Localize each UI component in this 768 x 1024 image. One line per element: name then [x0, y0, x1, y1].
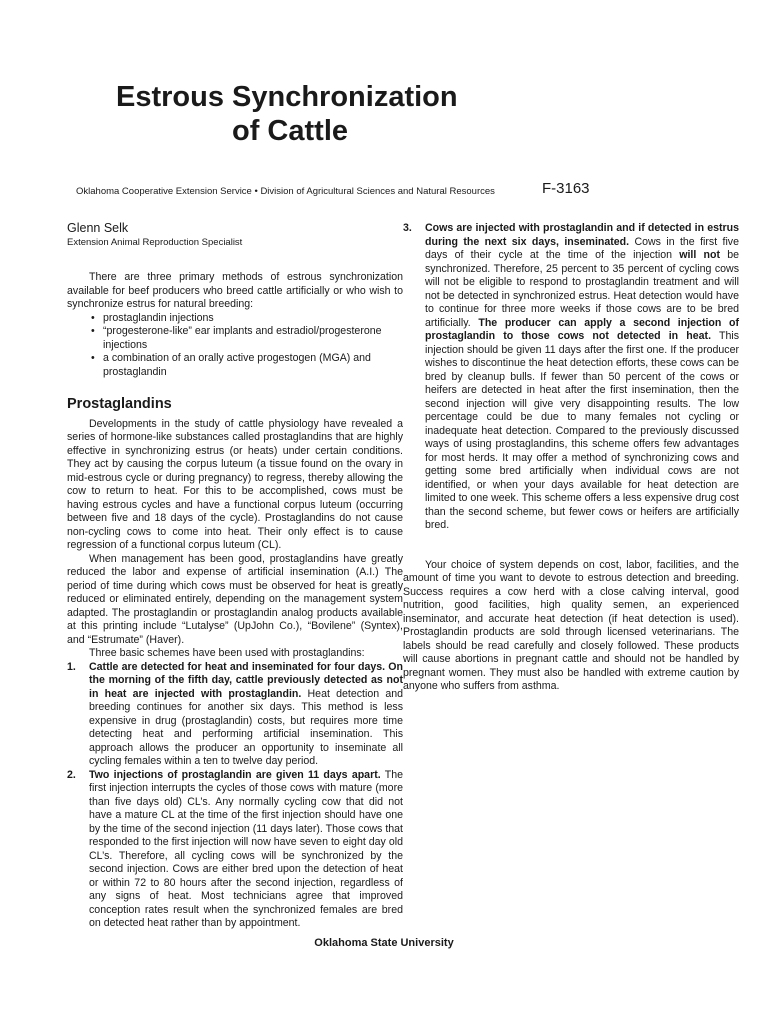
author-role: Extension Animal Reproduction Specialist — [67, 237, 243, 248]
closing-paragraph: Your choice of system depends on cost, labor, facilities, and the amount of time you want to devote to estrous detection and breeding. Success requires a cow herd with a close calving interval, good nutrition, good facilities, high quality semen, an experienced inseminator, and accurate heat detection (if heat detection is used). Prostaglandin products are sold through licensed veterinarians. The labels should be read carefully and closely followed. These products will cause abortions in pregnant cattle and should not be handled by pregnant women. They must also be handled with extreme caution by anyone who suffers from asthma. — [403, 558, 739, 692]
item-number: 3. — [403, 222, 412, 234]
title-line-2: of Cattle — [232, 115, 348, 147]
list-item: • a combination of an orally active progestogen (MGA) and prostaglandin — [67, 352, 403, 379]
item-bold-text: Two injections of prostaglandin are given 11 days apart. — [89, 768, 381, 781]
item-bold-text: The producer can apply a second injection of prostaglandin to those cows not detected in heat. — [425, 316, 739, 342]
schemes-list-part2 — [403, 222, 739, 533]
affiliation: Oklahoma Cooperative Extension Service • Division of Agricultural Sciences and Natural Resources — [76, 186, 495, 197]
intro-paragraph: There are three primary methods of estrous synchronization available for beef producers who breed cattle artificially or who wish to synchronize estrus for natural breeding: — [67, 271, 403, 310]
author-name: Glenn Selk — [67, 221, 129, 235]
title-line-1: Estrous Synchronization — [116, 81, 458, 113]
item-text: This injection should be given 11 days after the first one. If the producer wishes to discontinue the heat detection efforts, these cows can be bred by cleanup bulls. If fewer than 50 percent of the cows or heifers are detected in heat after the first insemination, then the second injection will give very disappointing results. The low percentage could be due to many females not cycling or inadequate heat detection. Compared to the previously discussed ways of using prostaglandins, this scheme offers few advantages for most herds. It may offer a method of synchronizing cows and getting some bred artificially when individual cows are not identified, or when your days available for heat detection are limited to one week. This scheme offers a less expensive drug cost than the second scheme, but fewer cows or heifers are artificially bred. — [425, 330, 739, 531]
item-text: Cows in the first five days of their cycle at the time of the injection — [425, 235, 739, 261]
scheme-item — [67, 661, 403, 769]
item-text: The first injection interrupts the cycles of those cows with mature (more than five days old) CL’s. Any normally cycling cow that did not have a mature CL at the time of the first injection should have one by the time of the second injection (11 days later). Those cows that responded to the first injection will now have seven to eight day old CL’s. Therefore, all cycling cows will be synchronized by the second injection. Cows are either bred upon the detection of heat or within 72 to 80 hours after the second injection, regardless of any signs of heat. Most technicians agree that improved conception rates result when the synchronized females are bred on detected heat rather than by appointment. — [89, 768, 403, 929]
item-bold-text: Cattle are detected for heat and inseminated for four days. On the morning of the fifth day, cattle previously detected as not in heat are injected with prostaglandin. — [89, 660, 403, 700]
methods-list — [67, 312, 403, 380]
item-bold-text: Cows are injected with prostaglandin and if detected in estrus during the next six days, inseminated. — [425, 222, 739, 248]
left-column — [67, 220, 403, 931]
paragraph: Three basic schemes have been used with prostaglandins: — [89, 647, 365, 659]
scheme-item — [67, 769, 403, 931]
item-text: Heat detection and breeding continues for another six days. This method is less expensive in drug (prostaglandin) costs, but requires more time detecting heat and performing artificial insemination. This approach allows the producer an opportunity to inseminate all cycling females within a ten to twelve day period. — [89, 687, 403, 767]
publication-number: F-3163 — [542, 180, 590, 197]
footer-institution: Oklahoma State University — [314, 937, 454, 949]
section-heading: Prostaglandins — [67, 396, 172, 412]
item-number: 2. — [67, 768, 76, 781]
item-bold-text: will not — [679, 249, 720, 261]
scheme-item — [403, 222, 739, 533]
item-number: 1. — [67, 660, 76, 673]
right-column — [403, 222, 739, 694]
list-item: • prostaglandin injections — [67, 312, 403, 326]
paragraph: Developments in the study of cattle physiology have revealed a series of hormone-like substances called prostaglandins that are highly effective in synchronizing estrus (or heats) under certain conditions. They act by causing the corpus luteum (a tissue found on the ovary in mid-estrous cycle or during pregnancy) to regress, thereby allowing the cow to return to heat. For this to be accomplished, cows must be having estrous cycles and have a functional corpus luteum (occurring between five and 18 days of the cycle). Prostaglandins do not cause non-cycling cows to come into heat. Their only effect is to cause regression of a functional corpus luteum (CL). — [67, 417, 403, 551]
item-text: be synchronized. Therefore, 25 percent to 35 percent of cycling cows will not be eligible to respond to prostaglandin treatment and will not be detected in synchronized estrus. Heat detection would have to continue for three more weeks if those cows are to be bred artificially. — [425, 249, 739, 329]
list-item: • “progesterone-like” ear implants and estradiol/progesterone injections — [67, 325, 403, 352]
schemes-list-part1 — [67, 661, 403, 931]
paragraph: When management has been good, prostaglandins have greatly reduced the labor and expense of artificial insemination (A.I.) The period of time during which cows must be observed for heat is greatly reduced or eliminated entirely, depending on the management system adapted. The prostaglandin or prostaglandin analog products available at this printing include “Lutalyse” (UpJohn Co.), “Bovilene” (Syntex), and “Estrumate” (Haver). — [67, 552, 403, 646]
